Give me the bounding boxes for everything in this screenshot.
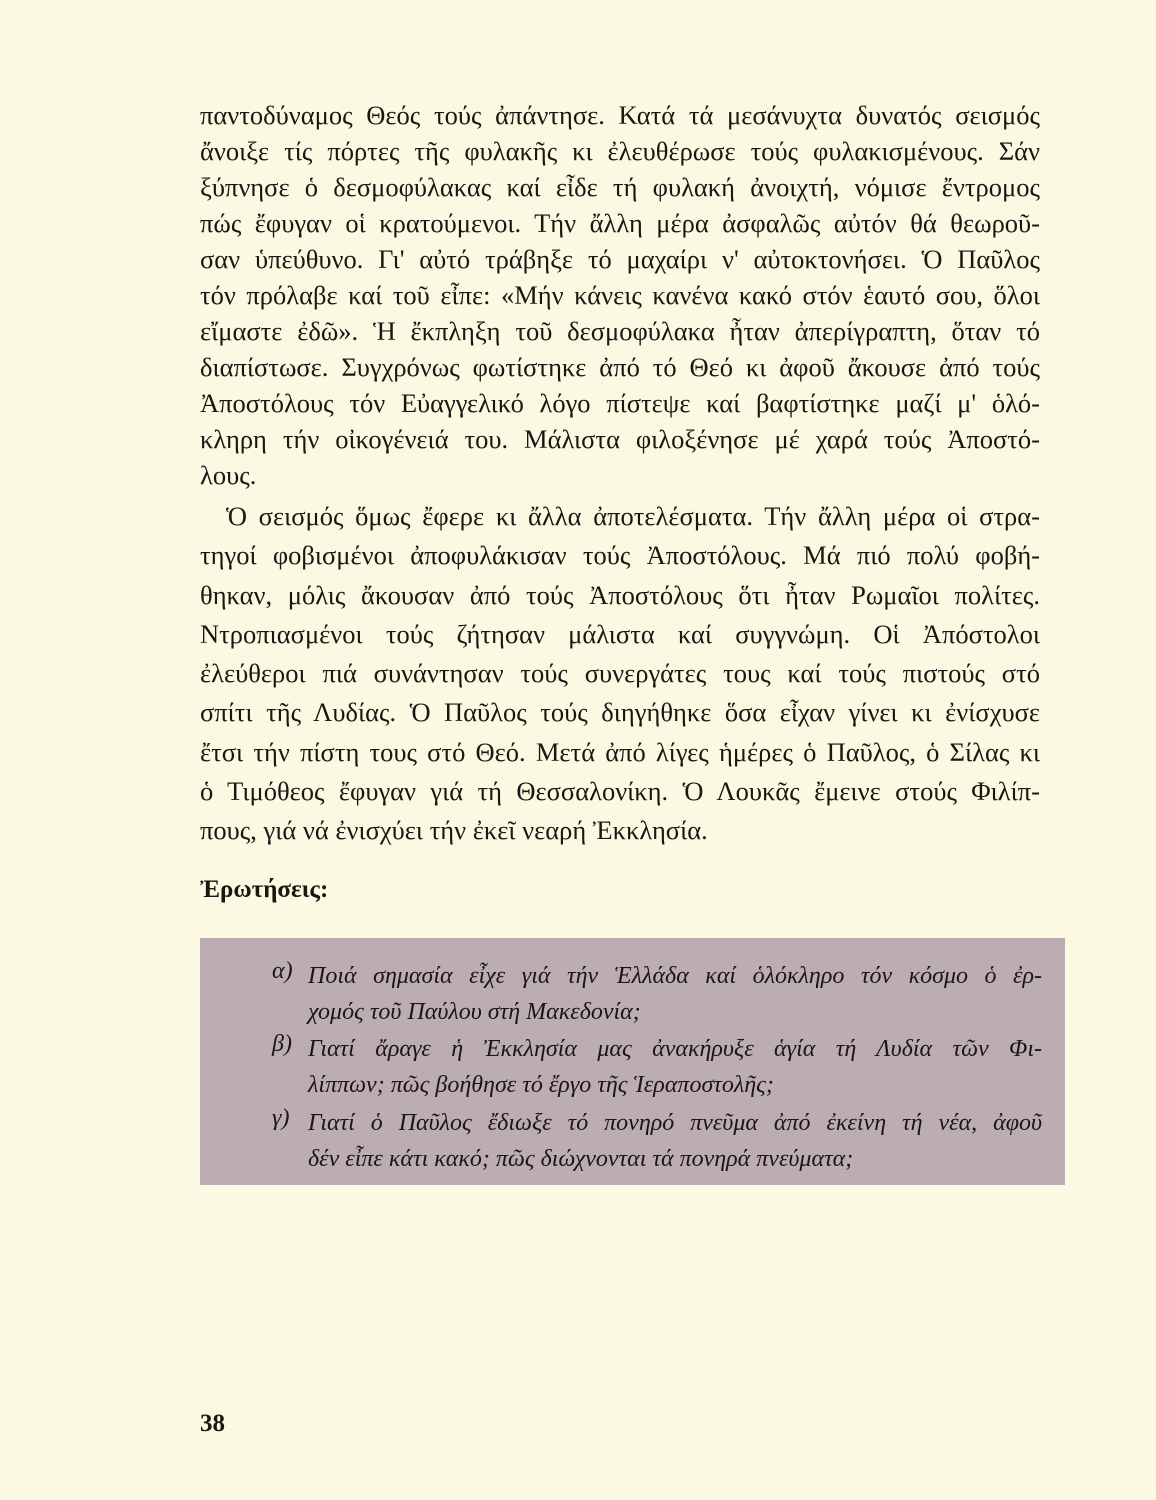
text-line: ἄνοιξε τίς πόρτες τῆς φυλακῆς κι ἐλευθέρωσε τούς φυλακισμένους. Σάν <box>200 136 1040 166</box>
question-label: α) <box>272 958 293 984</box>
questions-heading: Ἐρωτήσεις: <box>200 876 329 903</box>
question-line: χομός τοῦ Παύλου στή Μακεδονία; <box>308 999 641 1025</box>
question-label: β) <box>272 1031 292 1057</box>
text-line: σπίτι τῆς Λυδίας. Ὁ Παῦλος τούς διηγήθηκε ὅσα εἶχαν γίνει κι ἐνίσχυσε <box>200 697 1040 728</box>
question-line: δέν εἶπε κάτι κακό; πῶς διώχνονται τά πονηρά πνεύματα; <box>308 1146 854 1172</box>
text-line: κληρη τήν οἰκογένειά του. Μάλιστα φιλοξένησε μέ χαρά τούς Ἀποστό- <box>200 424 1040 454</box>
text-line: πώς ἔφυγαν οἱ κρατούμενοι. Τήν ἄλλη μέρα ἀσφαλῶς αὐτόν θά θεωροῦ- <box>200 208 1040 238</box>
text-line: τόν πρόλαβε καί τοῦ εἶπε: «Μήν κάνεις κανένα κακό στόν ἑαυτό σου, ὅλοι <box>200 280 1040 310</box>
text-line: ἐλεύθεροι πιά συνάντησαν τούς συνεργάτες τους καί τούς πιστούς στό <box>200 658 1040 689</box>
question-item <box>272 1105 1042 1177</box>
body-paragraph-2 <box>200 497 1040 851</box>
text-line: Ὁ σεισμός ὅμως ἔφερε κι ἄλλα ἀποτελέσματα. Τήν ἄλλη μέρα οἱ στρα- <box>226 501 1040 531</box>
question-item <box>272 958 1042 1030</box>
text-line: λους. <box>200 460 257 490</box>
questions-box <box>200 938 1065 1185</box>
question-line: Γιατί ὁ Παῦλος ἔδιωξε τό πονηρό πνεῦμα ἀπό ἐκείνη τή νέα, ἀφοῦ <box>308 1110 1042 1136</box>
text-line: τηγοί φοβισμένοι ἀποφυλάκισαν τούς Ἀποστόλους. Μά πιό πολύ φοβή- <box>200 540 1040 571</box>
text-line: πους, γιά νά ἐνισχύει τήν ἐκεῖ νεαρή Ἐκκλησία. <box>200 815 708 846</box>
text-line: εἴμαστε ἐδῶ». Ἡ ἔκπληξη τοῦ δεσμοφύλακα ἦταν ἀπερίγραπτη, ὅταν τό <box>200 316 1040 346</box>
text-line: Ντροπιασμένοι τούς ζήτησαν μάλιστα καί συγγνώμη. Οἱ Ἀπόστολοι <box>200 618 1040 649</box>
question-line: Γιατί ἄραγε ἡ Ἐκκλησία μας ἀνακήρυξε ἁγία τή Λυδία τῶν Φι- <box>308 1036 1042 1062</box>
page-number: 38 <box>200 1410 225 1437</box>
question-line: Ποιά σημασία εἶχε γιά τήν Ἑλλάδα καί ὁλόκληρο τόν κόσμο ὁ ἐρ- <box>308 963 1042 989</box>
text-line: παντοδύναμος Θεός τούς ἀπάντησε. Κατά τά μεσάνυχτα δυνατός σεισμός <box>200 100 1040 130</box>
text-line: θηκαν, μόλις ἄκουσαν ἀπό τούς Ἀποστόλους ὅτι ἦταν Ρωμαῖοι πολίτες. <box>200 579 1040 610</box>
question-line: λίππων; πῶς βοήθησε τό ἔργο τῆς Ἱεραποστολῆς; <box>308 1072 774 1098</box>
question-label: γ) <box>272 1105 290 1131</box>
text-line: ὁ Τιμόθεος ἔφυγαν γιά τή Θεσσαλονίκη. Ὁ Λουκᾶς ἔμεινε στούς Φιλίπ- <box>200 776 1040 807</box>
question-item <box>272 1031 1042 1103</box>
text-line: σαν ὑπεύθυνο. Γι' αὐτό τράβηξε τό μαχαίρι ν' αὐτοκτονήσει. Ὁ Παῦλος <box>200 244 1040 274</box>
text-line: ἔτσι τήν πίστη τους στό Θεό. Μετά ἀπό λίγες ἡμέρες ὁ Παῦλος, ὁ Σίλας κι <box>200 736 1040 767</box>
text-line: Ἀποστόλους τόν Εὐαγγελικό λόγο πίστεψε καί βαφτίστηκε μαζί μ' ὁλό- <box>200 388 1040 418</box>
text-line: ξύπνησε ὁ δεσμοφύλακας καί εἶδε τή φυλακή ἀνοιχτή, νόμισε ἔντρομος <box>200 172 1040 202</box>
body-paragraph-1 <box>200 97 1040 493</box>
text-line: διαπίστωσε. Συγχρόνως φωτίστηκε ἀπό τό Θεό κι ἀφοῦ ἄκουσε ἀπό τούς <box>200 352 1040 382</box>
